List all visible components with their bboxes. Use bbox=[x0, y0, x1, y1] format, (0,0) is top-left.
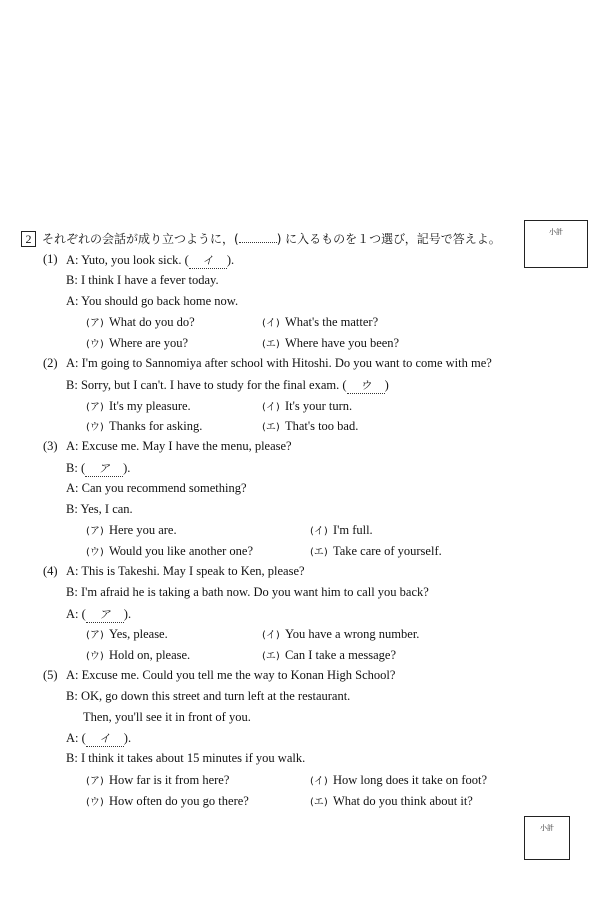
answer-option[interactable] bbox=[86, 418, 202, 434]
option-label: (イ) bbox=[262, 318, 280, 330]
answer-option[interactable] bbox=[86, 543, 253, 559]
question-number: (5) bbox=[43, 668, 58, 682]
answer-option[interactable] bbox=[262, 314, 378, 330]
answer-option[interactable] bbox=[262, 398, 352, 414]
instruction-text-2: ) に入るものを１つ選び，記号で答えよ。 bbox=[276, 232, 501, 246]
option-label: (イ) bbox=[310, 526, 328, 538]
speaker-label: A: bbox=[66, 480, 82, 495]
option-text: I'm full. bbox=[329, 523, 373, 538]
dialogue-line bbox=[66, 751, 305, 766]
instruction-text-1: それぞれの会話が成り立つように，( bbox=[42, 232, 239, 246]
blank-open: ( bbox=[339, 377, 347, 392]
speaker-label: A: bbox=[66, 439, 82, 454]
dialogue-line bbox=[66, 460, 130, 477]
option-label: (ウ) bbox=[86, 339, 104, 351]
option-text: What's the matter? bbox=[281, 315, 379, 330]
answer-option[interactable] bbox=[86, 314, 195, 330]
dialogue-text: This is Takeshi. May I speak to Ken, please? bbox=[81, 564, 305, 578]
dialogue-text: Yes, I can. bbox=[80, 501, 133, 516]
section-number: 2 bbox=[21, 231, 36, 247]
dialogue-line bbox=[66, 252, 234, 269]
blank-open: ( bbox=[81, 606, 86, 621]
section-header bbox=[21, 230, 501, 247]
option-label: (ウ) bbox=[86, 796, 104, 808]
speaker-label: A: bbox=[66, 293, 82, 308]
dialogue-line bbox=[66, 356, 492, 371]
dialogue-line bbox=[66, 439, 292, 454]
speaker-label: B: bbox=[66, 688, 81, 703]
option-text: It's your turn. bbox=[281, 398, 353, 413]
speaker-label: A: bbox=[66, 253, 82, 267]
option-label: (エ) bbox=[310, 547, 328, 559]
answer-option[interactable] bbox=[310, 543, 442, 559]
answer-option[interactable] bbox=[262, 418, 358, 434]
speaker-label: A: bbox=[66, 668, 82, 682]
option-text: Where have you been? bbox=[281, 336, 400, 351]
question-number: (2) bbox=[43, 356, 58, 370]
option-label: (ア) bbox=[86, 318, 104, 330]
speaker-label: B: bbox=[66, 751, 81, 766]
speaker-label: A: bbox=[66, 606, 82, 621]
option-label: (ア) bbox=[86, 401, 104, 413]
dialogue-line bbox=[66, 689, 350, 704]
blank-sample bbox=[239, 232, 277, 243]
option-text: That's too bad. bbox=[281, 419, 359, 434]
blank-open: ( bbox=[181, 253, 189, 267]
dialogue-line bbox=[66, 606, 131, 623]
option-label: (ウ) bbox=[86, 651, 104, 663]
option-text: Can I take a message? bbox=[281, 648, 396, 663]
option-label: (ア) bbox=[86, 776, 104, 787]
answer-option[interactable] bbox=[262, 647, 396, 663]
dialogue-text: Can you recommend something? bbox=[81, 480, 247, 495]
question-number: (3) bbox=[43, 439, 58, 454]
answer-option[interactable] bbox=[86, 772, 229, 788]
option-label: (イ) bbox=[310, 776, 328, 787]
option-text: You have a wrong number. bbox=[281, 627, 420, 642]
answer-option[interactable] bbox=[86, 647, 190, 663]
option-text: Thanks for asking. bbox=[105, 419, 203, 434]
option-label: (エ) bbox=[262, 651, 280, 663]
answer-option[interactable] bbox=[262, 335, 399, 351]
blank-close: ). bbox=[226, 253, 235, 267]
option-label: (エ) bbox=[262, 422, 280, 434]
answer-option[interactable] bbox=[86, 793, 249, 809]
answer-blank[interactable]: ア bbox=[86, 606, 124, 623]
question-number: (4) bbox=[43, 564, 58, 578]
speaker-label: B: bbox=[66, 584, 81, 599]
dialogue-line bbox=[83, 710, 251, 725]
dialogue-text: I think I have a fever today. bbox=[80, 272, 219, 287]
dialogue-line bbox=[66, 377, 389, 394]
speaker-label: B: bbox=[66, 461, 81, 475]
speaker-label: B: bbox=[66, 501, 81, 516]
answer-option[interactable] bbox=[310, 793, 473, 809]
option-text: Take care of yourself. bbox=[329, 544, 442, 559]
answer-blank[interactable]: ア bbox=[85, 460, 123, 477]
dialogue-line bbox=[66, 668, 395, 683]
answer-option[interactable] bbox=[86, 626, 168, 642]
option-label: (ウ) bbox=[86, 547, 104, 559]
dialogue-line bbox=[66, 481, 247, 496]
blank-close: ). bbox=[123, 461, 131, 475]
dialogue-text: Yuto, you look sick. bbox=[81, 253, 182, 267]
option-label: (イ) bbox=[262, 401, 280, 413]
dialogue-text: Then, you'll see it in front of you. bbox=[83, 709, 251, 724]
option-label: (ア) bbox=[86, 630, 104, 642]
dialogue-line bbox=[66, 502, 133, 517]
dialogue-line bbox=[66, 294, 238, 309]
blank-open: ( bbox=[80, 461, 86, 475]
option-label: (エ) bbox=[262, 339, 280, 351]
dialogue-text: Sorry, but I can't. I have to study for the final exam. bbox=[80, 377, 340, 392]
answer-blank[interactable]: イ bbox=[189, 252, 227, 269]
option-label: (ア) bbox=[86, 526, 104, 538]
option-label: (イ) bbox=[262, 630, 280, 642]
option-text: Here you are. bbox=[105, 523, 177, 538]
answer-blank[interactable]: ウ bbox=[347, 377, 385, 394]
dialogue-line bbox=[66, 730, 131, 747]
subtotal-box-bottom[interactable] bbox=[524, 816, 570, 860]
dialogue-text: I think it takes about 15 minutes if you walk. bbox=[80, 751, 306, 766]
answer-option[interactable] bbox=[86, 522, 177, 538]
blank-open: ( bbox=[81, 731, 86, 746]
speaker-label: B: bbox=[66, 377, 81, 392]
speaker-label: A: bbox=[66, 356, 82, 370]
dialogue-line bbox=[66, 585, 429, 600]
blank-close: ) bbox=[384, 377, 389, 392]
subtotal-label: 小計 bbox=[549, 228, 563, 236]
subtotal-label: 小計 bbox=[540, 824, 554, 832]
dialogue-text: Excuse me. May I have the menu, please? bbox=[81, 439, 292, 454]
option-text: How often do you go there? bbox=[105, 793, 249, 808]
blank-close: ). bbox=[123, 731, 132, 746]
dialogue-text: I'm afraid he is taking a bath now. Do you want him to call you back? bbox=[80, 584, 429, 599]
dialogue-text: You should go back home now. bbox=[81, 293, 239, 308]
option-text: What do you do? bbox=[105, 315, 195, 330]
option-text: What do you think about it? bbox=[329, 793, 473, 808]
speaker-label: A: bbox=[66, 564, 82, 578]
answer-option[interactable] bbox=[86, 398, 191, 414]
option-text: How long does it take on foot? bbox=[329, 773, 488, 787]
dialogue-text: Excuse me. Could you tell me the way to Konan High School? bbox=[81, 668, 396, 682]
option-text: Where are you? bbox=[105, 336, 189, 351]
answer-option[interactable] bbox=[262, 626, 419, 642]
answer-option[interactable] bbox=[310, 772, 487, 788]
dialogue-text: I'm going to Sannomiya after school with Hitoshi. Do you want to come with me? bbox=[81, 356, 492, 370]
option-text: Hold on, please. bbox=[105, 648, 191, 663]
dialogue-line bbox=[66, 273, 219, 288]
subtotal-box-top[interactable] bbox=[524, 220, 588, 268]
speaker-label: B: bbox=[66, 272, 81, 287]
answer-option[interactable] bbox=[310, 522, 373, 538]
dialogue-line bbox=[66, 564, 305, 579]
option-text: How far is it from here? bbox=[105, 773, 230, 787]
answer-option[interactable] bbox=[86, 335, 188, 351]
option-text: Yes, please. bbox=[105, 627, 168, 642]
dialogue-text: OK, go down this street and turn left at the restaurant. bbox=[80, 688, 351, 703]
option-text: It's my pleasure. bbox=[105, 398, 191, 413]
option-label: (エ) bbox=[310, 796, 328, 808]
answer-blank[interactable]: イ bbox=[86, 730, 124, 747]
option-label: (ウ) bbox=[86, 422, 104, 434]
option-text: Would you like another one? bbox=[105, 544, 254, 559]
speaker-label: A: bbox=[66, 731, 82, 746]
blank-close: ). bbox=[123, 606, 132, 621]
question-number: (1) bbox=[43, 252, 58, 266]
